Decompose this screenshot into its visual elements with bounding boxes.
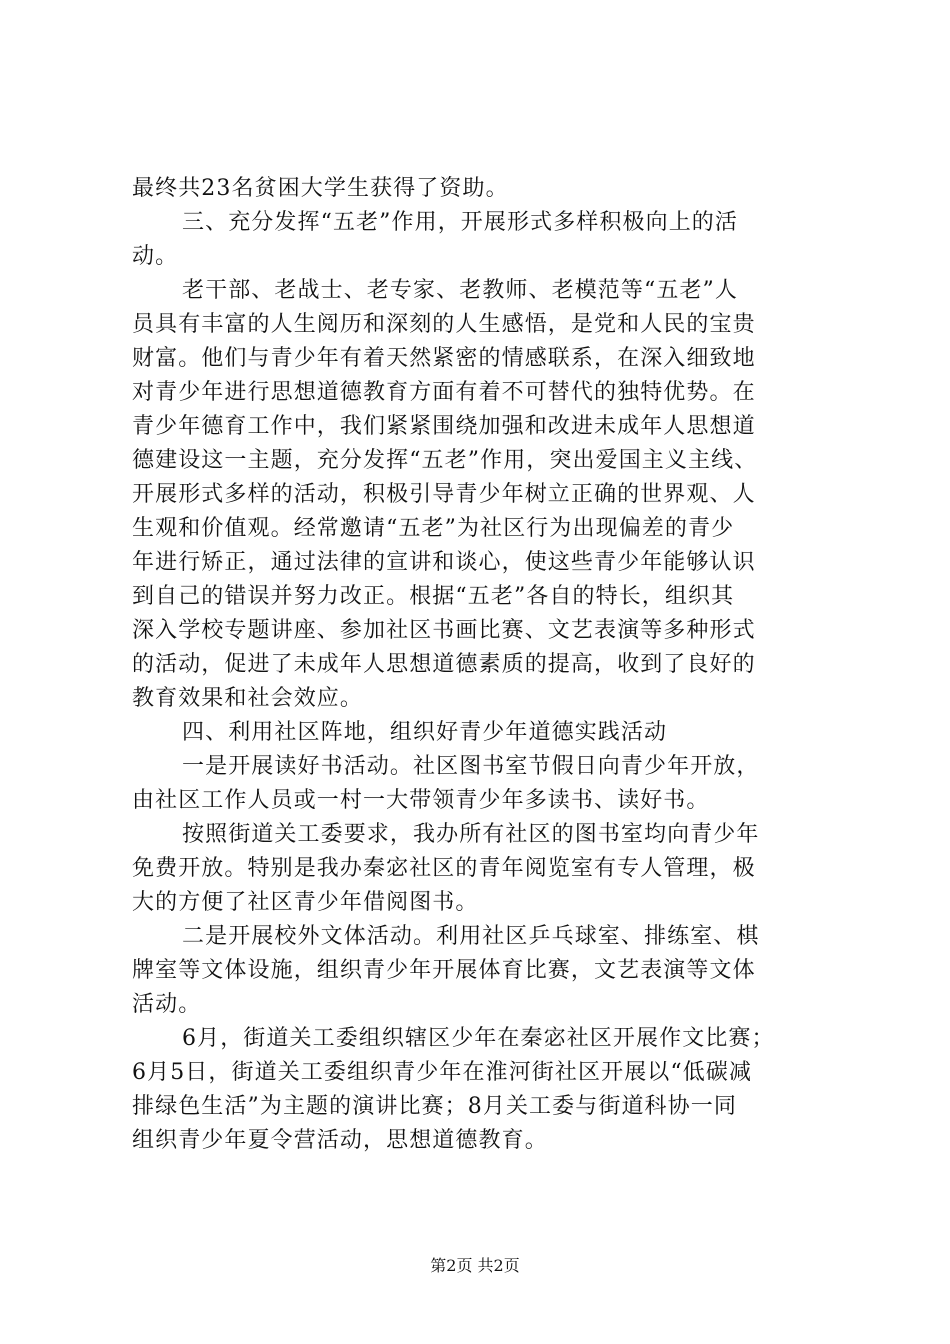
paragraph-line: 德建设这一主题，充分发挥“五老”作用，突出爱国主义主线、 bbox=[132, 448, 758, 473]
paragraph-line: 老干部、老战士、老专家、老教师、老模范等“五老”人 bbox=[182, 278, 738, 303]
paragraph-line: 6月5日，街道关工委组织青少年在淮河街社区开展以“低碳减 bbox=[132, 1060, 753, 1085]
document-body bbox=[132, 172, 832, 1158]
paragraph-line: 由社区工作人员或一村一大带领青少年多读书、读好书。 bbox=[132, 788, 710, 813]
paragraph-line: 对青少年进行思想道德教育方面有着不可替代的独特优势。在 bbox=[132, 380, 756, 405]
paragraph-line: 开展形式多样的活动，积极引导青少年树立正确的世界观、人 bbox=[132, 482, 756, 507]
page-number-label: 第2页 共2页 bbox=[430, 1256, 520, 1275]
paragraph-line: 深入学校专题讲座、参加社区书画比赛、文艺表演等多种形式 bbox=[132, 618, 756, 643]
paragraph-line: 年进行矫正，通过法律的宣讲和谈心，使这些青少年能够认识 bbox=[132, 550, 756, 575]
paragraph-line: 按照街道关工委要求，我办所有社区的图书室均向青少年 bbox=[182, 822, 760, 847]
paragraph-line: 免费开放。特别是我办秦宓社区的青年阅览室有专人管理，极 bbox=[132, 856, 756, 881]
paragraph-line: 财富。他们与青少年有着天然紧密的情感联系，在深入细致地 bbox=[132, 346, 756, 371]
section-heading-4: 四、利用社区阵地，组织好青少年道德实践活动 bbox=[182, 720, 668, 745]
paragraph-line: 排绿色生活”为主题的演讲比赛；8月关工委与街道科协一同 bbox=[132, 1094, 737, 1119]
section-heading-3-cont: 动。 bbox=[132, 244, 179, 269]
paragraph-line: 到自己的错误并努力改正。根据“五老”各自的特长，组织其 bbox=[132, 584, 735, 609]
paragraph-line: 二是开展校外文体活动。利用社区乒乓球室、排练室、棋 bbox=[182, 924, 760, 949]
paragraph-line: 教育效果和社会效应。 bbox=[132, 686, 364, 711]
paragraph-line: 青少年德育工作中，我们紧紧围绕加强和改进未成年人思想道 bbox=[132, 414, 756, 439]
paragraph-line: 的活动，促进了未成年人思想道德素质的提高，收到了良好的 bbox=[132, 652, 756, 677]
page-footer bbox=[0, 1256, 950, 1276]
paragraph-line: 组织青少年夏令营活动，思想道德教育。 bbox=[132, 1128, 548, 1153]
paragraph-line: 最终共23名贫困大学生获得了资助。 bbox=[132, 176, 509, 201]
paragraph-line: 一是开展读好书活动。社区图书室节假日向青少年开放， bbox=[182, 754, 760, 779]
paragraph-line: 活动。 bbox=[132, 992, 202, 1017]
section-heading-3: 三、充分发挥“五老”作用，开展形式多样积极向上的活 bbox=[182, 210, 738, 235]
paragraph-line: 生观和价值观。经常邀请“五老”为社区行为出现偏差的青少 bbox=[132, 516, 735, 541]
paragraph-line: 员具有丰富的人生阅历和深刻的人生感悟，是党和人民的宝贵 bbox=[132, 312, 756, 337]
paragraph-line: 6月，街道关工委组织辖区少年在秦宓社区开展作文比赛； bbox=[182, 1026, 775, 1051]
paragraph-line: 牌室等文体设施，组织青少年开展体育比赛，文艺表演等文体 bbox=[132, 958, 756, 983]
paragraph-line: 大的方便了社区青少年借阅图书。 bbox=[132, 890, 479, 915]
